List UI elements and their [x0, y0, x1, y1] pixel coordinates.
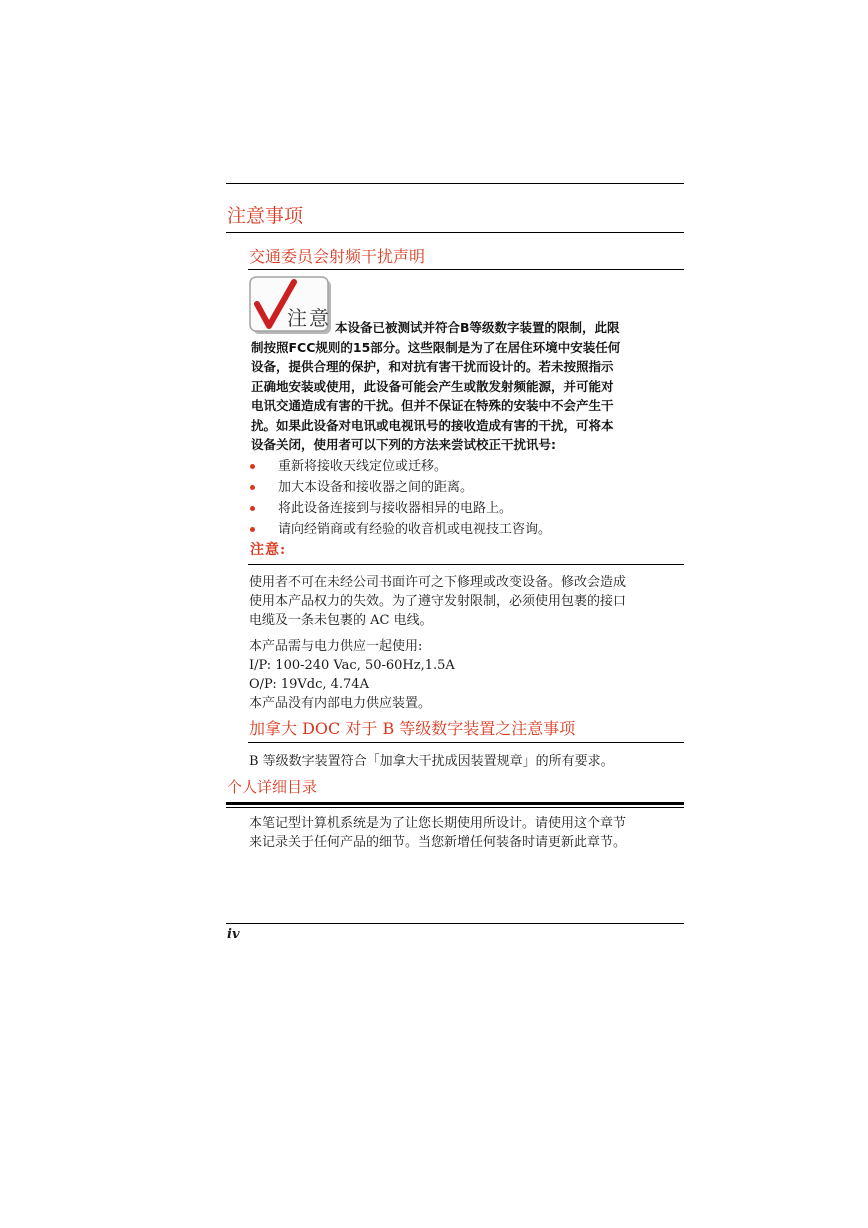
list-item: 重新将接收天线定位或迁移。	[250, 456, 551, 477]
personal-line: 本笔记型计算机系统是为了让您长期使用所设计。请使用这个章节	[249, 816, 627, 831]
personal-rule-thick	[226, 802, 684, 805]
doc-heading: 加拿大 DOC 对于 B 等级数字装置之注意事项	[249, 719, 576, 738]
list-item: 加大本设备和接收器之间的距离。	[250, 477, 551, 498]
caution-line: 使用本产品权力的失效。为了遵守发射限制，必须使用包裹的接口	[249, 594, 627, 609]
list-item: 请向经销商或有经验的收音机或电视技工咨询。	[250, 519, 551, 540]
personal-paragraph	[249, 814, 689, 852]
list-item: 将此设备连接到与接收器相异的电路上。	[250, 498, 551, 519]
caution-heading: 注意:	[250, 542, 287, 558]
caution-paragraph	[249, 573, 689, 630]
power-input: I/P: 100-240 Vac, 50-60Hz,1.5A	[249, 658, 455, 673]
top-rule	[226, 183, 684, 184]
power-info	[249, 637, 689, 694]
fcc-line: 电讯交通造成有害的干扰。但并不保证在特殊的安装中不会产生干	[251, 398, 614, 413]
fcc-line: 制按照FCC规则的15部分。这些限制是为了在居住环境中安装任何	[251, 339, 621, 355]
personal-rule-thin	[226, 807, 684, 808]
notice-icon-label: 注意	[287, 306, 331, 330]
bullet-icon	[250, 506, 255, 511]
bullet-icon	[250, 527, 255, 532]
fcc-heading: 交通委员会射频干扰声明	[249, 247, 426, 266]
fcc-line: 本设备已被测试并符合B等级数字装置的限制，此限	[335, 320, 620, 335]
caution-line: 使用者不可在未经公司书面许可之下修理或改变设备。修改会造成	[249, 575, 627, 590]
footer-rule	[226, 923, 684, 924]
caution-line: 电缆及一条未包裹的 AC 电线。	[249, 613, 433, 628]
fcc-line: 正确地安装或使用，此设备可能会产生或散发射频能源，并可能对	[251, 378, 614, 394]
bullet-icon	[250, 485, 255, 490]
caution-rule	[248, 564, 684, 565]
fcc-line: 扰。如果此设备对电讯或电视讯号的接收造成有害的干扰，可将本	[251, 417, 614, 433]
fcc-line: 设备，提供合理的保护，和对抗有害干扰而设计的。若未按照指示	[251, 359, 614, 374]
doc-rule	[248, 742, 684, 743]
personal-line: 来记录关于任何产品的细节。当您新增任何装备时请更新此章节。	[249, 835, 627, 850]
doc-text: B 等级数字装置符合「加拿大干扰成因装置规章」的所有要求。	[249, 754, 614, 769]
bullet-icon	[250, 464, 255, 469]
fcc-line: 设备关闭，使用者可以下列的方法来尝试校正干扰讯号:	[251, 437, 556, 452]
personal-heading: 个人详细目录	[227, 778, 318, 796]
title-rule	[226, 232, 684, 233]
no-internal-power: 本产品没有内部电力供应装置。	[249, 696, 432, 711]
power-intro: 本产品需与电力供应一起使用:	[249, 639, 423, 654]
fcc-remedy-list	[250, 456, 551, 540]
page-number: iv	[227, 927, 240, 942]
fcc-rule	[248, 269, 684, 270]
power-output: O/P: 19Vdc, 4.74A	[249, 677, 369, 692]
page-title: 注意事项	[227, 205, 304, 227]
fcc-paragraph	[251, 318, 685, 455]
